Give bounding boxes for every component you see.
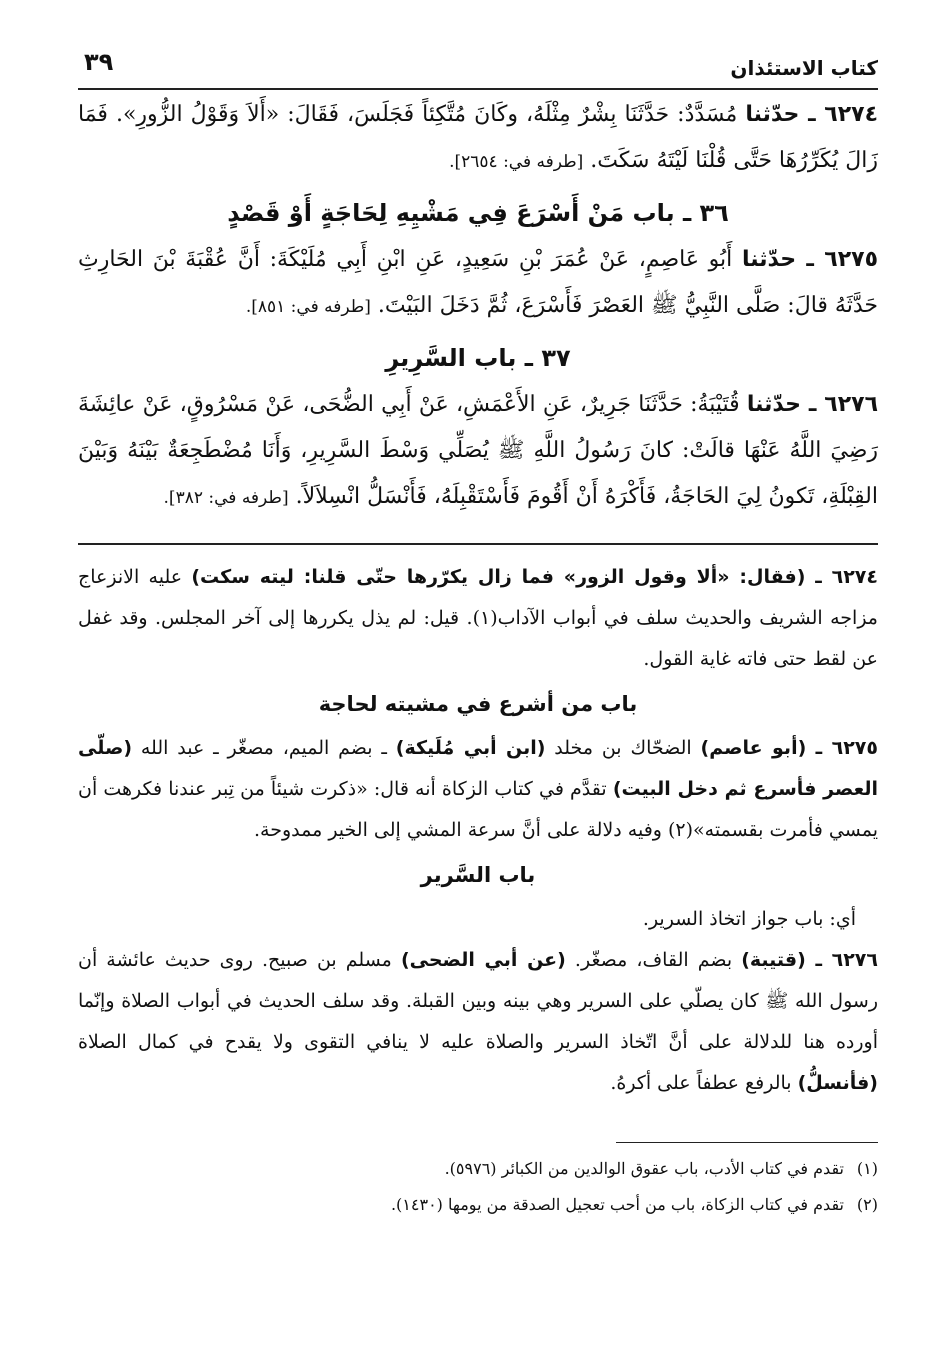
commentary-6274 bbox=[78, 557, 878, 680]
hadith-text: أَبُو عَاصِمٍ، عَنْ عُمَرَ بْنِ سَعِيدٍ، عَنِ ابْنِ أَبِي مُلَيْكَةَ: أَنَّ عُقْبَةَ بْنَ الحَارِثِ حَدَّثَهُ قالَ: صَلَّى النَّبِيُّ ﷺ العَصْرَ فَأَسْرَعَ، ثُمَّ دَخَلَ البَيْتَ. bbox=[78, 247, 878, 318]
book-page bbox=[78, 40, 878, 1223]
footnote-text: تقدم في كتاب الزكاة، باب من أحب تعجيل الصدقة من يومها (١٤٣٠). bbox=[390, 1195, 844, 1214]
cross-reference: [طرفه في: ٢٦٥٤]. bbox=[449, 152, 584, 172]
commentary-chapter-note: أي: باب جواز اتخاذ السرير. bbox=[642, 908, 856, 930]
footnote-number: (٢) bbox=[856, 1195, 878, 1214]
hadith-text: قُتَيْبَةُ: حَدَّثَنَا جَرِيرٌ، عَنِ الأَعْمَشِ، عَنْ أَبِي الضُّحَى، عَنْ مَسْرُوقٍ، عَنْ عائِشَةَ رَضِيَ اللَّهُ عَنْهَا قالَتْ: كانَ رَسُولُ اللَّهِ ﷺ يُصَلِّي وَسْطَ السَّرِيرِ، وَأَنَا مُضْطَجِعَةٌ بَيْنَهُ وَبَيْنَ القِبْلَةِ، تَكونُ لِيَ الحَاجَةُ، فَأَكْرَهُ أَنْ أَقُومَ فَأَسْتَقْبِلَهُ، فَأَنْسَلُّ انْسِلاَلاً. bbox=[78, 392, 878, 509]
footnote bbox=[78, 1187, 878, 1223]
cross-reference: [طرفه في: ٣٨٢]. bbox=[163, 488, 289, 508]
footnotes bbox=[78, 1151, 878, 1223]
hadith-number: ٦٢٧٤ ـ حدّثنا bbox=[745, 102, 878, 127]
footnote-divider bbox=[616, 1142, 878, 1143]
page-header bbox=[78, 40, 878, 92]
chapter-heading-37: ٣٧ ـ باب السَّرِيرِ bbox=[385, 344, 571, 372]
commentary-lemma: (عن أبي الضحى) bbox=[400, 949, 566, 971]
commentary-lemma: ٦٢٧٥ ـ (أبو عاصم) bbox=[700, 737, 878, 759]
commentary-text: الضحّاك بن مخلد bbox=[545, 737, 701, 759]
commentary-text: ـ بضم الميم، مصغّر ـ عبد الله bbox=[132, 737, 396, 759]
section-divider bbox=[78, 543, 878, 545]
header-divider bbox=[78, 88, 878, 90]
commentary-text: عليه الانزعاج مزاجه الشريف والحديث سلف في أبواب الآداب(١). قيل: لم يذل يكررها إلى آخر المجلس. وقد غفل عن لقط حتى فاته غاية القول. bbox=[78, 566, 878, 670]
commentary bbox=[78, 557, 878, 1104]
footnote bbox=[78, 1151, 878, 1187]
hadith-6274 bbox=[78, 92, 878, 185]
commentary-lemma: (فأنسلُّ) bbox=[797, 1072, 878, 1094]
main-text bbox=[78, 92, 878, 521]
chapter-heading-36: ٣٦ ـ باب مَنْ أَسْرَعَ فِي مَشْيِهِ لِحَاجَةٍ أَوْ قَصْدٍ bbox=[227, 199, 729, 227]
commentary-text: بالرفع عطفاً على أكرهُ. bbox=[610, 1072, 798, 1094]
hadith-number: ٦٢٧٥ ـ حدّثنا bbox=[741, 247, 879, 272]
commentary-lemma: ٦٢٧٤ ـ (فقال: «ألا وقول الزور» فما زال يكرّرها حتّى قلنا: ليته سكت) bbox=[191, 566, 878, 588]
hadith-6276 bbox=[78, 382, 878, 521]
commentary-6275 bbox=[78, 728, 878, 851]
page-number: ٣٩ bbox=[84, 48, 114, 76]
cross-reference: [طرفه في: ٨٥١]. bbox=[245, 297, 371, 317]
hadith-6275 bbox=[78, 237, 878, 330]
hadith-number: ٦٢٧٦ ـ حدّثنا bbox=[746, 392, 878, 417]
footnote-number: (١) bbox=[856, 1159, 878, 1178]
commentary-lemma: (ابن أبي مُلَيكة) bbox=[395, 737, 546, 759]
commentary-chapter-heading: باب من أشرع في مشيته لحاجة bbox=[318, 692, 638, 716]
commentary-chapter-heading: باب السَّرير bbox=[420, 863, 536, 887]
commentary-text: مسلم بن صبيح. روى حديث عائشة أن رسول الله ﷺ كان يصلّي على السرير وهي بينه وبين القبلة. وقد سلف الحديث في أبواب الصلاة وإنّما أورده هنا للدلالة على أنَّ اتّخاذ السرير والصلاة عليه لا ينافي التقوى ولا يقدح في كمال الصلاة bbox=[78, 949, 878, 1053]
hadith-text: مُسَدَّدٌ: حَدَّثَنَا بِشْرٌ مِثْلَهُ، وكَانَ مُتَّكِئاً فَجَلَسَ، فَقَالَ: «أَلاَ وَقَوْلُ الزُّورِ». فَمَا زَالَ يُكَرِّرُهَا حَتَّى قُلْنَا لَيْتَهُ سَكَتَ. bbox=[78, 102, 878, 173]
commentary-6276 bbox=[78, 940, 878, 1104]
running-title: كتاب الاستئذان bbox=[730, 56, 878, 80]
commentary-text: تقدَّم في كتاب الزكاة أنه قال: «ذكرت شيئاً من تِبر عندنا فكرهت أن يمسي فأمرت بقسمته»(٢) وفيه دلالة على أنَّ سرعة المشي إلى الخير ممدوحة. bbox=[78, 778, 878, 841]
commentary-lemma: (صلّى العصر فأسرع ثم دخل البيت) bbox=[78, 737, 879, 800]
footnote-text: تقدم في كتاب الأدب، باب عقوق الوالدين من الكبائر (٥٩٧٦). bbox=[444, 1159, 844, 1178]
commentary-lemma: ٦٢٧٦ ـ (قتيبة) bbox=[741, 949, 878, 971]
commentary-text: بضم القاف، مصغّر. bbox=[565, 949, 742, 971]
